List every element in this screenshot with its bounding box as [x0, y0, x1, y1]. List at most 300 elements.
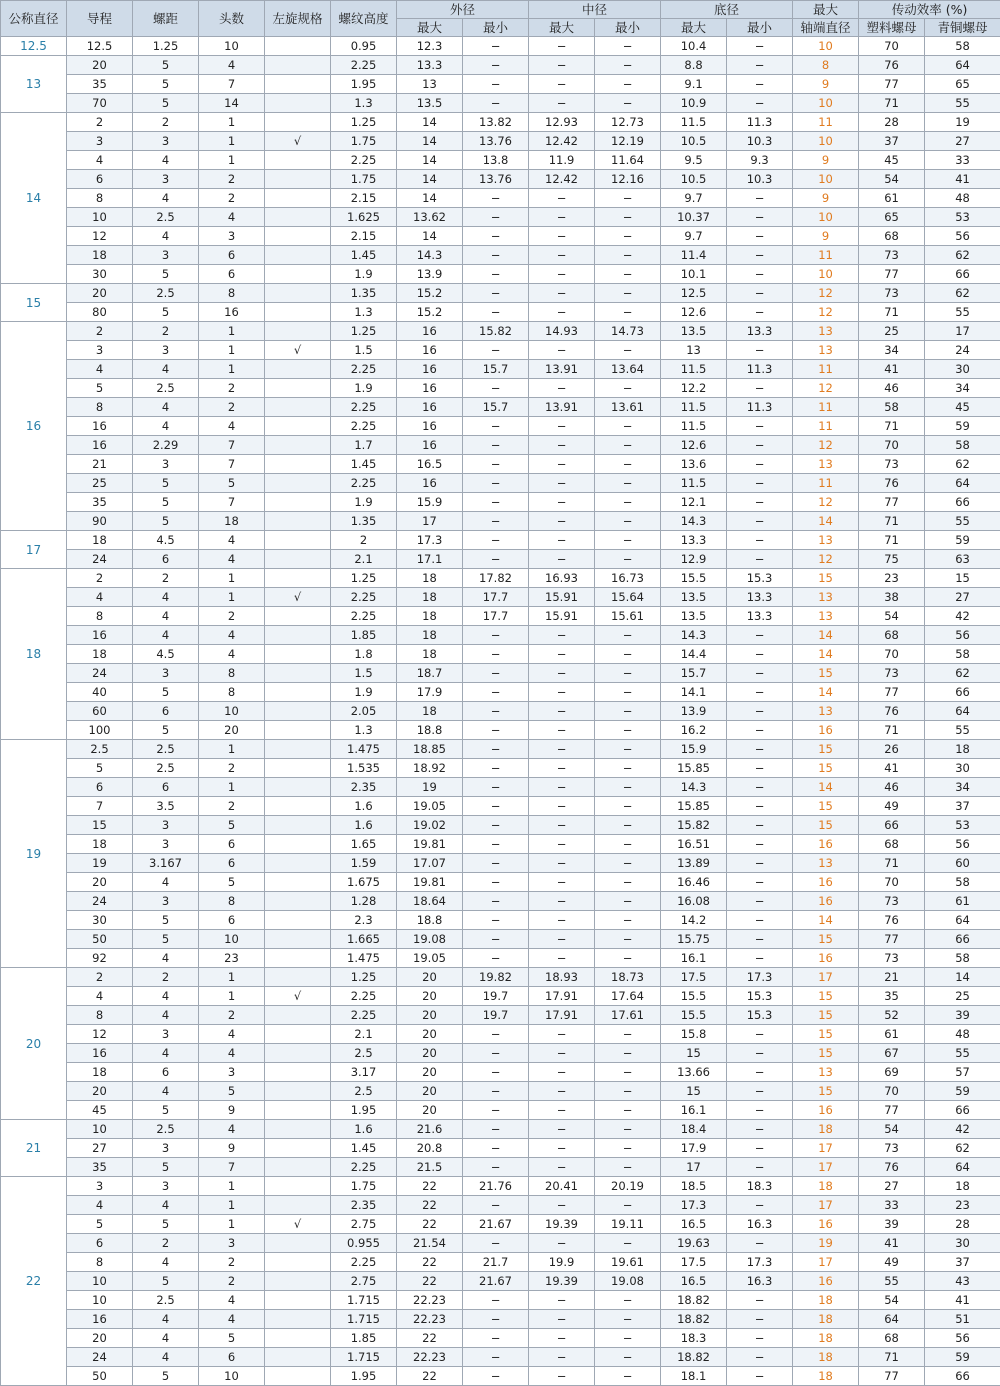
table-cell: − — [529, 455, 595, 474]
table-cell: − — [595, 759, 661, 778]
table-cell: 21.67 — [463, 1215, 529, 1234]
table-cell: 14.3 — [397, 246, 463, 265]
table-cell: − — [727, 1120, 793, 1139]
table-cell — [265, 759, 331, 778]
table-cell: 45 — [859, 151, 925, 170]
table-cell: 11.4 — [661, 246, 727, 265]
table-cell: 21.6 — [397, 1120, 463, 1139]
table-cell: − — [529, 1367, 595, 1386]
table-cell: 2.75 — [331, 1215, 397, 1234]
table-cell: 70 — [67, 94, 133, 113]
table-cell: 5 — [67, 379, 133, 398]
table-cell — [265, 1329, 331, 1348]
table-cell: 2.5 — [67, 740, 133, 759]
table-cell: 4 — [133, 360, 199, 379]
table-cell: − — [463, 797, 529, 816]
nominal-diameter-cell: 15 — [1, 284, 67, 322]
table-cell: 16 — [397, 474, 463, 493]
table-cell: 15.3 — [727, 569, 793, 588]
table-cell: 19 — [793, 1234, 859, 1253]
table-row — [1, 1006, 1000, 1025]
table-cell: 13 — [793, 607, 859, 626]
table-cell: 43 — [925, 1272, 1000, 1291]
table-cell: − — [463, 303, 529, 322]
table-cell: 19.7 — [463, 1006, 529, 1025]
table-cell: 14 — [925, 968, 1000, 987]
table-cell: 22 — [397, 1177, 463, 1196]
table-cell: 15 — [793, 759, 859, 778]
table-cell: − — [595, 1310, 661, 1329]
table-cell: 13.3 — [727, 322, 793, 341]
table-cell: 16 — [397, 379, 463, 398]
table-cell: − — [529, 664, 595, 683]
table-cell: 2 — [67, 113, 133, 132]
table-cell: 16.5 — [661, 1272, 727, 1291]
table-cell: 18 — [67, 645, 133, 664]
table-cell: 1.25 — [331, 322, 397, 341]
nominal-diameter-cell: 16 — [1, 322, 67, 531]
table-cell: 2 — [67, 569, 133, 588]
table-cell: 4 — [199, 550, 265, 569]
table-cell: 19 — [397, 778, 463, 797]
table-cell: 13.3 — [661, 531, 727, 550]
table-cell: − — [463, 949, 529, 968]
table-cell: 3 — [133, 455, 199, 474]
table-cell: − — [727, 75, 793, 94]
table-cell: 2 — [133, 569, 199, 588]
table-cell: − — [727, 37, 793, 56]
table-cell: − — [463, 1367, 529, 1386]
table-cell: − — [463, 930, 529, 949]
table-cell: 15.85 — [661, 759, 727, 778]
table-cell: 61 — [859, 189, 925, 208]
table-cell: − — [529, 493, 595, 512]
table-cell — [265, 626, 331, 645]
table-row — [1, 816, 1000, 835]
table-cell: 1.25 — [331, 569, 397, 588]
table-cell: − — [595, 873, 661, 892]
table-cell: 67 — [859, 1044, 925, 1063]
table-cell: 6 — [199, 265, 265, 284]
table-cell: 17 — [793, 1158, 859, 1177]
table-cell — [265, 512, 331, 531]
table-cell: 30 — [925, 360, 1000, 379]
table-cell: 1.715 — [331, 1310, 397, 1329]
table-cell — [265, 797, 331, 816]
table-cell: 75 — [859, 550, 925, 569]
table-cell: 13.5 — [397, 94, 463, 113]
table-cell: 34 — [859, 341, 925, 360]
table-cell: 23 — [925, 1196, 1000, 1215]
table-cell: − — [463, 1101, 529, 1120]
table-row — [1, 1253, 1000, 1272]
table-cell: 77 — [859, 1101, 925, 1120]
table-cell: 5 — [199, 1329, 265, 1348]
table-cell: 4 — [199, 1120, 265, 1139]
table-cell: 71 — [859, 1348, 925, 1367]
table-cell: 2 — [199, 170, 265, 189]
table-cell: 1.75 — [331, 1177, 397, 1196]
table-cell: 12 — [793, 436, 859, 455]
table-cell: 20.41 — [529, 1177, 595, 1196]
table-cell: − — [463, 37, 529, 56]
table-cell: 10.4 — [661, 37, 727, 56]
table-cell: 9.1 — [661, 75, 727, 94]
table-cell: 17 — [661, 1158, 727, 1177]
table-cell: 6 — [67, 1234, 133, 1253]
table-row — [1, 512, 1000, 531]
table-cell: 14 — [199, 94, 265, 113]
table-cell: − — [463, 1234, 529, 1253]
table-cell: 18.82 — [661, 1348, 727, 1367]
table-cell: 66 — [925, 1367, 1000, 1386]
table-cell: − — [529, 873, 595, 892]
table-cell: 37 — [859, 132, 925, 151]
table-cell: − — [463, 493, 529, 512]
table-cell: 15 — [793, 1044, 859, 1063]
table-cell: 39 — [859, 1215, 925, 1234]
table-cell: 2.25 — [331, 987, 397, 1006]
table-cell: 2.5 — [133, 1291, 199, 1310]
table-cell: 4 — [67, 987, 133, 1006]
table-cell: − — [529, 284, 595, 303]
header-thread-height: 螺纹高度 — [331, 1, 397, 37]
table-cell: − — [463, 284, 529, 303]
table-cell: 16 — [67, 626, 133, 645]
table-cell: 19.61 — [595, 1253, 661, 1272]
table-cell: − — [595, 797, 661, 816]
table-cell: 41 — [859, 1234, 925, 1253]
table-cell: − — [727, 417, 793, 436]
table-row — [1, 436, 1000, 455]
table-cell: 1 — [199, 322, 265, 341]
table-cell: 14.93 — [529, 322, 595, 341]
table-cell: 22 — [397, 1253, 463, 1272]
table-cell: 56 — [925, 626, 1000, 645]
table-cell: 17.91 — [529, 987, 595, 1006]
table-cell: 14 — [397, 151, 463, 170]
table-cell: − — [727, 835, 793, 854]
table-cell: 1.665 — [331, 930, 397, 949]
table-cell: 3 — [199, 227, 265, 246]
table-cell: − — [595, 683, 661, 702]
table-cell: 1.625 — [331, 208, 397, 227]
table-cell: 16.46 — [661, 873, 727, 892]
table-cell: 10 — [793, 94, 859, 113]
table-cell: 2.29 — [133, 436, 199, 455]
table-cell — [265, 455, 331, 474]
table-cell: 15.7 — [661, 664, 727, 683]
table-cell: − — [463, 436, 529, 455]
table-cell: 15 — [793, 797, 859, 816]
table-cell: − — [529, 1063, 595, 1082]
table-cell: − — [727, 246, 793, 265]
table-cell: 1 — [199, 113, 265, 132]
table-cell — [265, 151, 331, 170]
header-mid-min: 最小 — [595, 19, 661, 37]
table-cell: − — [727, 797, 793, 816]
table-cell: 2 — [133, 968, 199, 987]
table-cell: 16 — [793, 1101, 859, 1120]
table-cell: 5 — [133, 1215, 199, 1234]
table-cell: − — [529, 1158, 595, 1177]
table-row — [1, 1196, 1000, 1215]
table-cell: 73 — [859, 892, 925, 911]
table-cell: − — [463, 550, 529, 569]
table-cell: 14 — [793, 512, 859, 531]
table-cell: − — [727, 721, 793, 740]
table-cell — [265, 1348, 331, 1367]
table-cell: 2 — [331, 531, 397, 550]
table-cell: 14 — [397, 189, 463, 208]
table-cell: 19 — [925, 113, 1000, 132]
table-cell: 1.45 — [331, 1139, 397, 1158]
table-cell: 1.59 — [331, 854, 397, 873]
table-cell: 18.4 — [661, 1120, 727, 1139]
table-row — [1, 968, 1000, 987]
table-cell: 1 — [199, 1177, 265, 1196]
header-outer-min: 最小 — [463, 19, 529, 37]
table-cell: 10 — [793, 170, 859, 189]
table-cell: 33 — [925, 151, 1000, 170]
table-cell: 16 — [793, 721, 859, 740]
table-cell: 3 — [133, 816, 199, 835]
table-cell: 2.25 — [331, 1158, 397, 1177]
table-cell: − — [595, 208, 661, 227]
table-row — [1, 132, 1000, 151]
table-cell: 1 — [199, 987, 265, 1006]
table-cell: − — [727, 1291, 793, 1310]
table-cell: 17 — [793, 1196, 859, 1215]
table-cell: − — [529, 797, 595, 816]
table-cell: 10 — [793, 265, 859, 284]
table-cell: − — [463, 873, 529, 892]
table-cell: 11 — [793, 246, 859, 265]
table-cell: 3 — [133, 835, 199, 854]
table-cell: 3 — [199, 1063, 265, 1082]
table-cell: 15 — [793, 569, 859, 588]
table-cell: 23 — [859, 569, 925, 588]
table-cell: 3 — [67, 341, 133, 360]
table-cell: 55 — [859, 1272, 925, 1291]
table-cell: 2.5 — [133, 1120, 199, 1139]
table-cell: 10.3 — [727, 132, 793, 151]
table-cell: 1.25 — [331, 968, 397, 987]
table-cell: 3 — [133, 246, 199, 265]
table-cell: 1.45 — [331, 455, 397, 474]
table-cell: 2 — [199, 1253, 265, 1272]
table-cell: 30 — [925, 759, 1000, 778]
table-cell: − — [595, 1063, 661, 1082]
table-cell: 2.25 — [331, 1253, 397, 1272]
table-row — [1, 227, 1000, 246]
table-cell: 71 — [859, 512, 925, 531]
table-cell: 16 — [67, 1310, 133, 1329]
table-cell: 18 — [793, 1348, 859, 1367]
table-cell: 73 — [859, 246, 925, 265]
table-cell: 2.35 — [331, 778, 397, 797]
table-cell: 13 — [793, 341, 859, 360]
table-cell: − — [529, 550, 595, 569]
table-cell: 16.1 — [661, 949, 727, 968]
table-cell: − — [463, 1291, 529, 1310]
table-cell: 13 — [793, 854, 859, 873]
table-row — [1, 1158, 1000, 1177]
table-cell: − — [727, 455, 793, 474]
table-cell: − — [595, 455, 661, 474]
table-cell: 20 — [67, 1329, 133, 1348]
table-cell: 2.25 — [331, 151, 397, 170]
table-cell: 11.5 — [661, 474, 727, 493]
table-cell: − — [463, 1329, 529, 1348]
table-cell: 14 — [793, 645, 859, 664]
table-cell: 58 — [925, 873, 1000, 892]
table-cell: − — [529, 1025, 595, 1044]
table-cell: − — [727, 474, 793, 493]
table-cell: − — [595, 265, 661, 284]
table-cell: − — [727, 1348, 793, 1367]
table-cell: 2 — [199, 189, 265, 208]
table-cell: − — [595, 1196, 661, 1215]
table-cell: 18.93 — [529, 968, 595, 987]
table-cell: 27 — [859, 1177, 925, 1196]
header-root: 底径 — [661, 1, 793, 19]
nominal-diameter-cell: 18 — [1, 569, 67, 740]
table-cell — [265, 892, 331, 911]
table-cell: 70 — [859, 645, 925, 664]
table-cell: 55 — [925, 94, 1000, 113]
table-cell: 3.17 — [331, 1063, 397, 1082]
table-cell: 18.73 — [595, 968, 661, 987]
table-cell: − — [727, 1101, 793, 1120]
table-cell: − — [463, 1196, 529, 1215]
table-cell: − — [463, 759, 529, 778]
table-cell: 4 — [133, 987, 199, 1006]
table-cell: 13.76 — [463, 170, 529, 189]
table-cell: 18 — [793, 1329, 859, 1348]
table-cell: − — [463, 1044, 529, 1063]
table-cell: − — [595, 664, 661, 683]
table-body — [1, 37, 1000, 1386]
table-cell: 13.64 — [595, 360, 661, 379]
table-cell: 6 — [199, 854, 265, 873]
table-cell: 13.6 — [661, 455, 727, 474]
table-cell: 69 — [859, 1063, 925, 1082]
table-cell — [265, 1006, 331, 1025]
table-cell: 1.5 — [331, 341, 397, 360]
table-cell: − — [463, 835, 529, 854]
table-row — [1, 911, 1000, 930]
table-cell: 18.3 — [661, 1329, 727, 1348]
table-cell: − — [595, 930, 661, 949]
table-cell: − — [727, 930, 793, 949]
table-cell: 76 — [859, 1158, 925, 1177]
table-cell: 11 — [793, 398, 859, 417]
table-row — [1, 797, 1000, 816]
table-cell: 12.5 — [661, 284, 727, 303]
table-cell: 14.3 — [661, 778, 727, 797]
table-cell: 15.8 — [661, 1025, 727, 1044]
table-cell: 20 — [199, 721, 265, 740]
table-cell: − — [463, 1025, 529, 1044]
table-cell: − — [727, 1044, 793, 1063]
table-cell: 19.02 — [397, 816, 463, 835]
table-cell: 3 — [133, 132, 199, 151]
table-cell: 4 — [133, 1044, 199, 1063]
table-cell: 12 — [793, 550, 859, 569]
table-cell: 1 — [199, 569, 265, 588]
table-cell: − — [727, 1082, 793, 1101]
table-cell: 90 — [67, 512, 133, 531]
table-cell: − — [727, 265, 793, 284]
table-row — [1, 94, 1000, 113]
table-row — [1, 113, 1000, 132]
table-cell: 2.25 — [331, 398, 397, 417]
table-cell: 18 — [397, 645, 463, 664]
table-cell: 10 — [67, 1291, 133, 1310]
table-cell: − — [463, 1139, 529, 1158]
table-cell: 20 — [397, 1044, 463, 1063]
table-cell: 4 — [133, 417, 199, 436]
table-cell: 13.5 — [661, 588, 727, 607]
table-cell: √ — [265, 588, 331, 607]
table-cell: 14 — [793, 911, 859, 930]
table-cell: 5 — [133, 1367, 199, 1386]
table-cell: 76 — [859, 911, 925, 930]
table-cell: 10 — [67, 208, 133, 227]
table-cell: 3.167 — [133, 854, 199, 873]
table-cell: 68 — [859, 626, 925, 645]
table-cell: − — [727, 1139, 793, 1158]
table-cell: 45 — [925, 398, 1000, 417]
table-cell: 2.15 — [331, 227, 397, 246]
table-cell: 3.5 — [133, 797, 199, 816]
table-cell: 9.7 — [661, 189, 727, 208]
table-row — [1, 322, 1000, 341]
table-cell: − — [463, 246, 529, 265]
table-cell: 66 — [925, 930, 1000, 949]
table-cell: 8 — [67, 1253, 133, 1272]
table-cell: 2.25 — [331, 360, 397, 379]
table-cell: − — [595, 892, 661, 911]
table-cell — [265, 1272, 331, 1291]
table-cell: 2 — [67, 968, 133, 987]
table-cell: − — [727, 854, 793, 873]
table-cell: 58 — [925, 645, 1000, 664]
table-cell: − — [727, 1367, 793, 1386]
table-cell: 59 — [925, 531, 1000, 550]
table-cell: 64 — [859, 1310, 925, 1329]
table-cell: 13.3 — [727, 607, 793, 626]
table-cell: 6 — [133, 778, 199, 797]
table-cell: − — [595, 75, 661, 94]
table-cell: 18 — [397, 569, 463, 588]
table-cell: 15 — [661, 1082, 727, 1101]
table-row — [1, 664, 1000, 683]
table-row — [1, 759, 1000, 778]
table-cell: 13 — [793, 531, 859, 550]
table-cell: − — [727, 949, 793, 968]
table-cell: 48 — [925, 1025, 1000, 1044]
table-cell: 16 — [793, 873, 859, 892]
table-cell: − — [529, 816, 595, 835]
table-cell: 64 — [925, 702, 1000, 721]
table-cell: 27 — [925, 132, 1000, 151]
table-cell: 33 — [859, 1196, 925, 1215]
table-cell: 16.1 — [661, 1101, 727, 1120]
table-cell: 62 — [925, 284, 1000, 303]
table-cell: 13 — [397, 75, 463, 94]
